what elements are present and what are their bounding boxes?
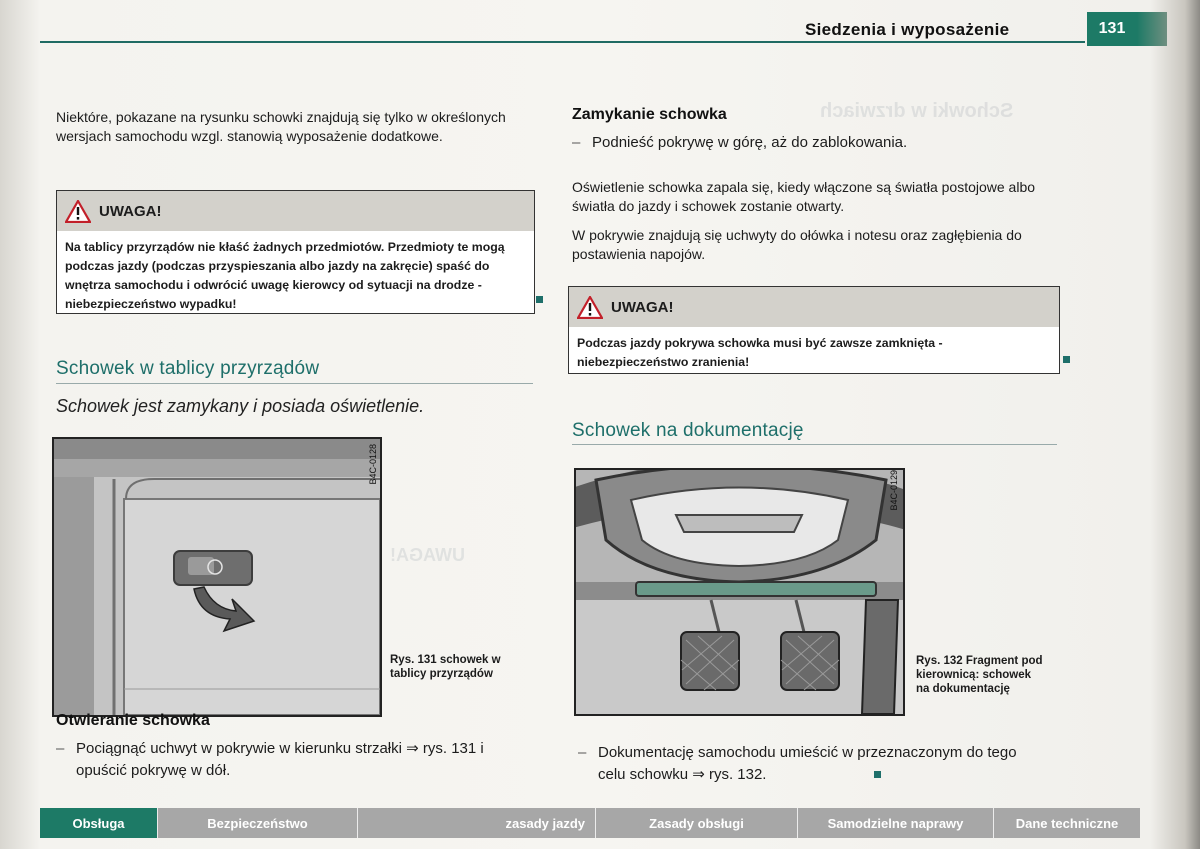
warning-box-right bbox=[568, 286, 1060, 374]
figure-132-image bbox=[574, 468, 905, 716]
tab-samodzielne-naprawy[interactable]: Samodzielne naprawy bbox=[798, 808, 994, 838]
list-dash: – bbox=[578, 744, 587, 761]
figure-131-image bbox=[52, 437, 382, 717]
list-dash: – bbox=[572, 134, 581, 151]
figure-code: B4C-0128 bbox=[368, 444, 378, 485]
list-item-opening-step bbox=[56, 738, 526, 782]
figure-132-caption: Rys. 132 Fragment pod kierownicą: schowek na dokumentację bbox=[916, 655, 1043, 695]
holders-paragraph: W pokrywie znajdują się uchwyty do ołówka i notesu oraz zagłębienia do postawienia napojów. bbox=[572, 227, 1022, 262]
page-number: 131 bbox=[1087, 12, 1137, 46]
tab-dane-techniczne[interactable]: Dane techniczne bbox=[994, 808, 1140, 838]
bleed-through-text: UWAGA! bbox=[390, 545, 465, 565]
warning-text: Na tablicy przyrządów nie kłaść żadnych przedmiotów. Przedmioty te mogą podczas jazdy (podczas przyspieszania albo jazdy na zakręcie) spaść do wnętrza samochodu i odwrócić uwagę kierowcy od sytuacji na drodze - niebezpieczeństwo wypadku! bbox=[65, 240, 505, 311]
tab-zasady-obslugi[interactable]: Zasady obsługi bbox=[596, 808, 798, 838]
section-rule bbox=[572, 444, 1057, 445]
intro-paragraph: Niektóre, pokazane na rysunku schowki znajdują się tylko w określonych wersjach samochodu wzgl. stanowią wyposażenie dodatkowe. bbox=[56, 109, 506, 144]
warning-title: UWAGA! bbox=[99, 202, 162, 220]
list-item-documents-step bbox=[578, 742, 1048, 786]
chapter-tabs bbox=[40, 808, 1140, 838]
subsection-title-closing: Zamykanie schowka bbox=[572, 106, 727, 123]
end-of-section-marker bbox=[874, 771, 881, 778]
step-text: Dokumentację samochodu umieścić w przeznaczonym do tego celu schowku ⇒ rys. 132. bbox=[598, 744, 1017, 783]
end-of-section-marker bbox=[536, 296, 543, 303]
running-header-title: Siedzenia i wyposażenie bbox=[805, 20, 1010, 39]
subsection-title-opening: Otwieranie schowka bbox=[56, 712, 210, 729]
steering-wheel-pedals-illustration bbox=[576, 470, 903, 714]
tab-bezpieczenstwo[interactable]: Bezpieczeństwo bbox=[158, 808, 358, 838]
lead-sentence: Schowek jest zamykany i posiada oświetlenie. bbox=[56, 396, 425, 416]
warning-title: UWAGA! bbox=[611, 298, 674, 316]
list-item-closing-step bbox=[572, 132, 1052, 154]
tab-zasady-jazdy[interactable]: zasady jazdy bbox=[358, 808, 596, 838]
warning-triangle-icon bbox=[577, 296, 603, 319]
step-text: Podnieść pokrywę w górę, aż do zablokowania. bbox=[592, 134, 908, 151]
section-rule bbox=[56, 383, 533, 384]
step-text: Pociągnąć uchwyt w pokrywie w kierunku strzałki ⇒ rys. 131 i opuścić pokrywę w dół. bbox=[76, 740, 484, 779]
list-dash: – bbox=[56, 740, 65, 757]
warning-triangle-icon bbox=[65, 200, 91, 223]
warning-header bbox=[569, 287, 1059, 327]
end-of-section-marker bbox=[1063, 356, 1070, 363]
header-rule bbox=[40, 41, 1085, 43]
figure-131-caption: Rys. 131 schowek w tablicy przyrządów bbox=[390, 654, 501, 680]
tab-obsluga[interactable]: Obsługa bbox=[40, 808, 158, 838]
page-edge-tab bbox=[1137, 12, 1167, 46]
lighting-paragraph: Oświetlenie schowka zapala się, kiedy włączone są światła postojowe albo światła do jazdy i schowek zostanie otwarty. bbox=[572, 179, 1036, 214]
warning-header bbox=[57, 191, 534, 231]
section-title-documents: Schowek na dokumentację bbox=[572, 420, 804, 441]
warning-box-left bbox=[56, 190, 535, 314]
warning-text: Podczas jazdy pokrywa schowka musi być zawsze zamknięta - niebezpieczeństwo zranienia! bbox=[577, 336, 943, 369]
section-title-glovebox: Schowek w tablicy przyrządów bbox=[56, 358, 320, 379]
figure-code: B4C-0129 bbox=[889, 470, 899, 511]
bleed-through-text: Schowki w drzwiach bbox=[820, 100, 1014, 122]
glovebox-illustration bbox=[54, 439, 380, 715]
